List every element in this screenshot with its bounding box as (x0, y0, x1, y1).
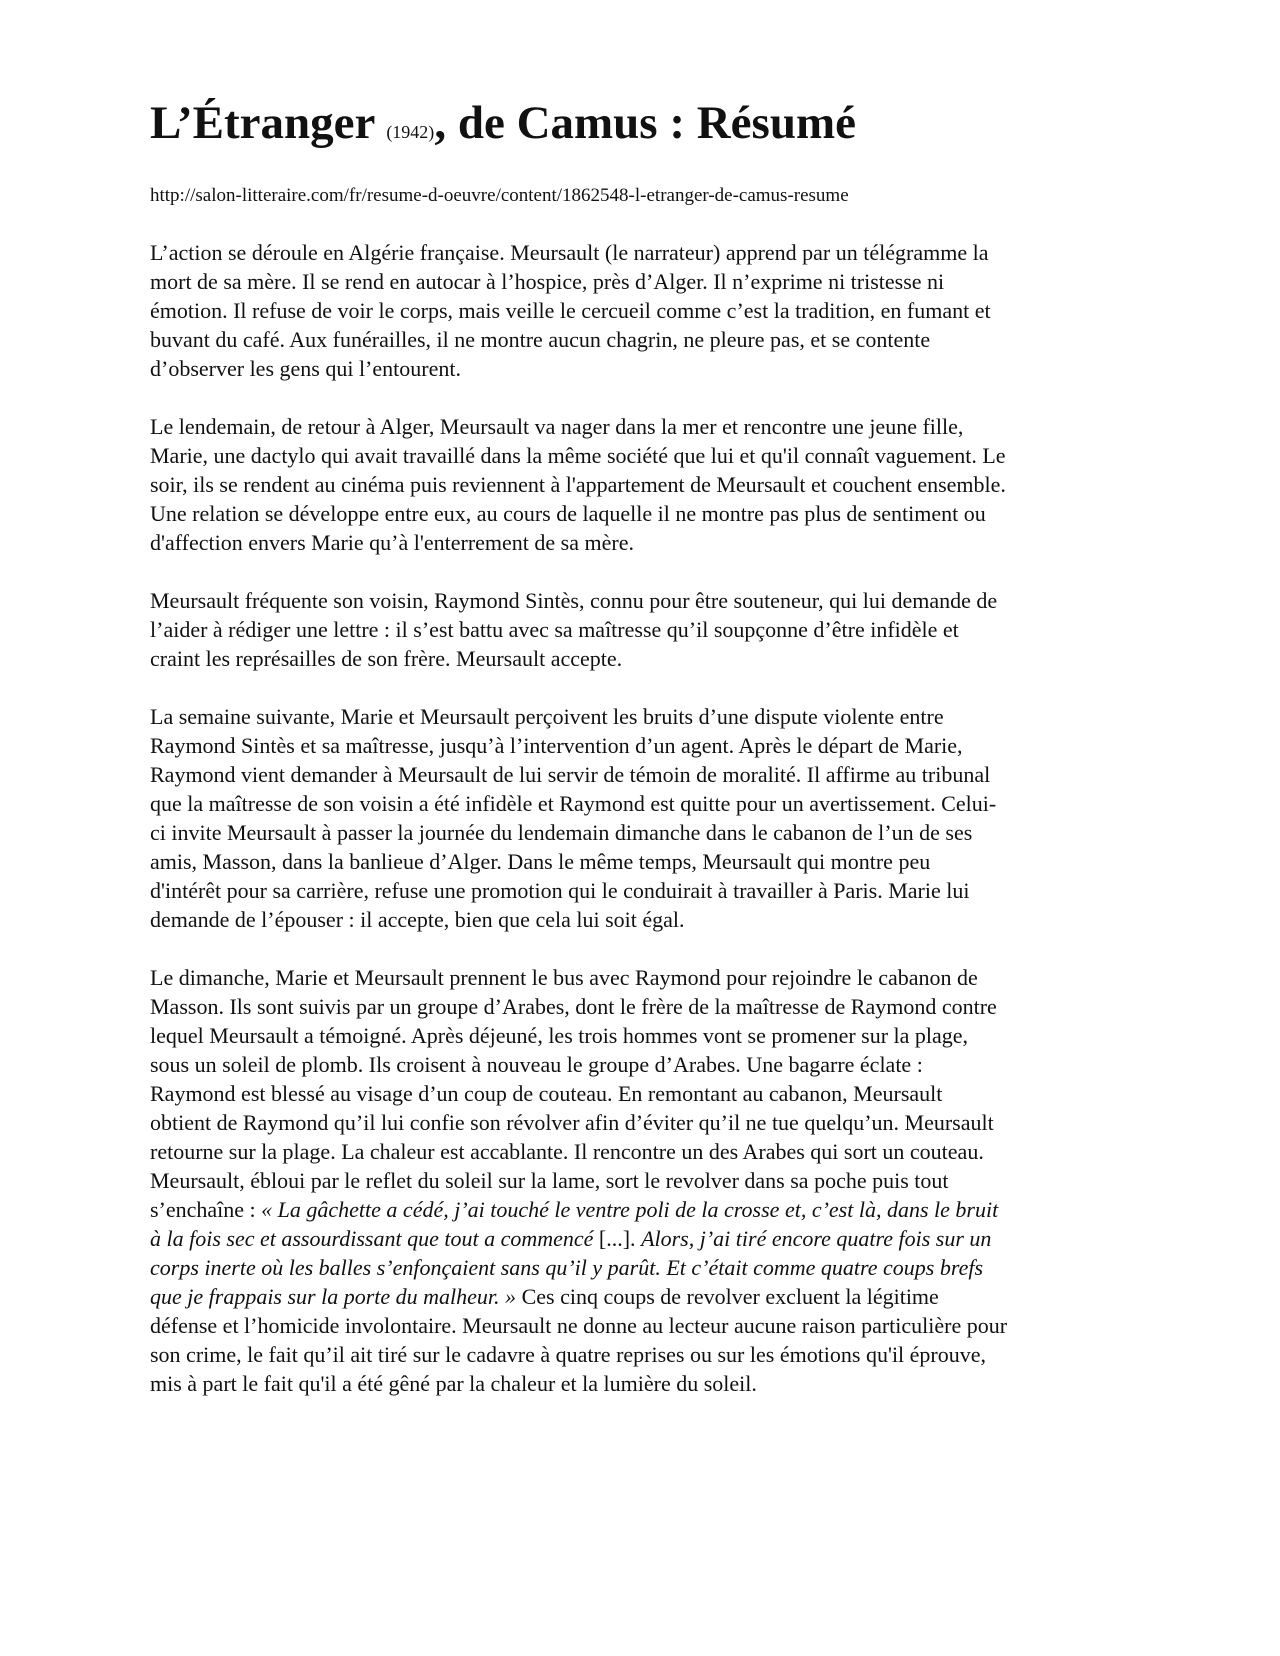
paragraph-4 (150, 702, 1140, 934)
text-line: l’aider à rédiger une lettre : il s’est battu avec sa maîtresse qu’il soupçonne d’être infidèle et (150, 617, 959, 642)
text-line: Meursault, ébloui par le reflet du soleil sur la lame, sort le revolver dans sa poche puis tout (150, 1168, 949, 1193)
paragraph-2 (150, 412, 1140, 557)
text-line: d’observer les gens qui l’entourent. (150, 356, 461, 381)
text-line: Le lendemain, de retour à Alger, Meursault va nager dans la mer et rencontre une jeune fille, (150, 414, 964, 439)
paragraph-5 (150, 963, 1140, 1398)
source-url: http://salon-litteraire.com/fr/resume-d-oeuvre/content/1862548-l-etranger-de-camus-resume (150, 185, 849, 206)
text-line: Marie, une dactylo qui avait travaillé dans la même société que lui et qu'il connaît vaguement. Le (150, 443, 1006, 468)
quote-text: à la fois sec et assourdissant que tout a commencé (150, 1226, 599, 1251)
paragraph-1 (150, 238, 1140, 383)
text-line: son crime, le fait qu’il ait tiré sur le cadavre à quatre reprises ou sur les émotions qu'il éprouve, (150, 1342, 987, 1367)
text-line: défense et l’homicide involontaire. Meursault ne donne au lecteur aucune raison particulière pour (150, 1313, 1008, 1338)
quote-line (150, 1282, 1140, 1311)
text-line: La semaine suivante, Marie et Meursault perçoivent les bruits d’une dispute violente entre (150, 704, 944, 729)
text-line: mort de sa mère. Il se rend en autocar à l’hospice, près d’Alger. Il n’exprime ni tristesse ni (150, 269, 945, 294)
text-line: d'affection envers Marie qu’à l'enterrement de sa mère. (150, 530, 634, 555)
title-main: L’Étranger (150, 97, 387, 149)
text-line: Une relation se développe entre eux, au cours de laquelle il ne montre pas plus de sentiment ou (150, 501, 986, 526)
text-line: craint les représailles de son frère. Meursault accepte. (150, 646, 623, 671)
quote-ellipsis: [...]. (598, 1226, 642, 1251)
text-line: ci invite Meursault à passer la journée du lendemain dimanche dans le cabanon de l’un de ses (150, 820, 973, 845)
quote-line (150, 1195, 1140, 1224)
quote-follow-on: Ces cinq coups de revolver excluent la légitime (516, 1284, 939, 1309)
text-line: obtient de Raymond qu’il lui confie son révolver afin d’éviter qu’il ne tue quelqu’un. Meursault (150, 1110, 994, 1135)
text-line: Raymond vient demander à Meursault de lui servir de témoin de moralité. Il affirme au tribunal (150, 762, 991, 787)
text-line: amis, Masson, dans la banlieue d’Alger. Dans le même temps, Meursault qui montre peu (150, 849, 931, 874)
text-line: que la maîtresse de son voisin a été infidèle et Raymond est quitte pour un avertissement. Celui- (150, 791, 997, 816)
quote-text: corps inerte où les balles s’enfonçaient sans qu’il y parût. Et c’était comme quatre coups brefs (150, 1255, 984, 1280)
quote-line (150, 1224, 1140, 1253)
quote-text: Alors, j’ai tiré encore quatre fois sur un (641, 1226, 992, 1251)
text-line: sous un soleil de plomb. Ils croisent à nouveau le groupe d’Arabes. Une bagarre éclate : (150, 1052, 923, 1077)
text-line: émotion. Il refuse de voir le corps, mais veille le cercueil comme c’est la tradition, en fumant et (150, 298, 991, 323)
text-line: Meursault fréquente son voisin, Raymond Sintès, connu pour être souteneur, qui lui demande de (150, 588, 998, 613)
text-line: Raymond Sintès et sa maîtresse, jusqu’à l’intervention d’un agent. Après le départ de Marie, (150, 733, 963, 758)
page-title (150, 92, 1140, 163)
paragraph-3 (150, 586, 1140, 673)
text-line: soir, ils se rendent au cinéma puis reviennent à l'appartement de Meursault et couchent ensemble. (150, 472, 1006, 497)
text-line: demande de l’épouser : il accepte, bien que cela lui soit égal. (150, 907, 685, 932)
text-line: Le dimanche, Marie et Meursault prennent le bus avec Raymond pour rejoindre le cabanon de (150, 965, 978, 990)
quote-line (150, 1253, 1140, 1282)
text-line: lequel Meursault a témoigné. Après déjeuné, les trois hommes vont se promener sur la plage, (150, 1023, 969, 1048)
text-line: Raymond est blessé au visage d’un coup de couteau. En remontant au cabanon, Meursault (150, 1081, 943, 1106)
text-line: buvant du café. Aux funérailles, il ne montre aucun chagrin, ne pleure pas, et se contente (150, 327, 931, 352)
title-rest: , de Camus : Résumé (434, 97, 856, 149)
quote-text: « La gâchette a cédé, j’ai touché le ventre poli de la crosse et, c’est là, dans le bruit (261, 1197, 999, 1222)
title-year: (1942) (386, 122, 435, 142)
text-line: d'intérêt pour sa carrière, refuse une promotion qui le conduirait à travailler à Paris. Marie lui (150, 878, 970, 903)
text-line: retourne sur la plage. La chaleur est accablante. Il rencontre un des Arabes qui sort un couteau. (150, 1139, 984, 1164)
text-line: Masson. Ils sont suivis par un groupe d’Arabes, dont le frère de la maîtresse de Raymond contre (150, 994, 997, 1019)
document-page (150, 92, 1140, 1398)
text-line: L’action se déroule en Algérie française. Meursault (le narrateur) apprend par un télégramme la (150, 240, 989, 265)
quote-lead-in: s’enchaîne : (150, 1197, 262, 1222)
text-line: mis à part le fait qu'il a été gêné par la chaleur et la lumière du soleil. (150, 1371, 757, 1396)
quote-text: que je frappais sur la porte du malheur. » (150, 1284, 517, 1309)
